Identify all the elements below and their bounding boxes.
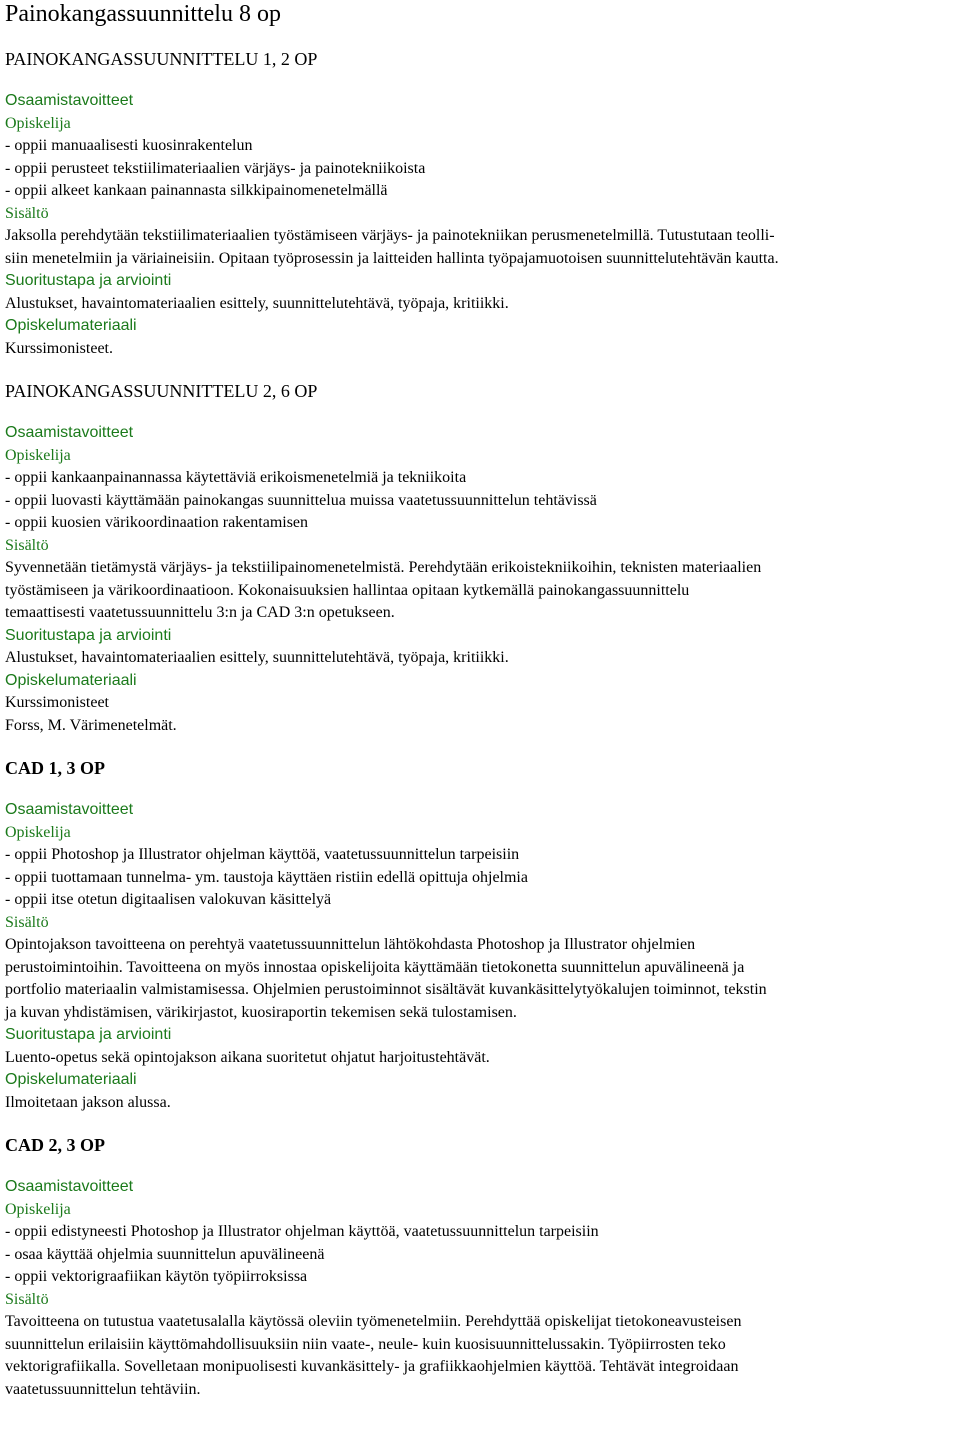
objective-item: - oppii tuottamaan tunnelma- ym. taustoja käyttäen ristiin edellä opittuja ohjelmia — [5, 868, 528, 886]
student-label: Opiskelija — [5, 446, 71, 464]
course-section — [5, 380, 955, 737]
objective-item: - oppii manuaalisesti kuosinrakentelun — [5, 137, 253, 154]
materials-line: Ilmoitetaan jakson alussa. — [5, 1093, 171, 1111]
content-line: portfolio materiaalin valmistamisessa. Ohjelmien perustoiminnot sisältävät kuvankäsittelytyökalujen toiminnot, tekstin — [5, 981, 767, 998]
content-line: vektorigrafiikalla. Sovelletaan monipuolisesti kuvankäsittely- ja grafiikkaohjelmien käyttöä. Tehtävät integroidaan — [5, 1358, 739, 1375]
content-line: temaattisesti vaatetussuunnittelu 3:n ja CAD 3:n opetukseen. — [5, 604, 395, 621]
objective-item: - oppii Photoshop ja Illustrator ohjelman käyttöä, vaatetussuunnittelun tarpeisiin — [5, 846, 520, 863]
course-section — [5, 757, 955, 1114]
materials-line: Kurssimonisteet. — [5, 339, 113, 357]
assessment-heading: Suoritustapa ja arviointi — [5, 1026, 172, 1043]
content-line: vaatetussuunnittelun tehtäviin. — [5, 1380, 201, 1398]
assessment-heading: Suoritustapa ja arviointi — [5, 626, 172, 644]
materials-heading: Opiskelumateriaali — [5, 671, 137, 689]
objective-item: - oppii kankaanpainannassa käytettäviä erikoismenetelmiä ja tekniikoita — [5, 469, 467, 486]
course-title: PAINOKANGASSUUNNITTELU 2, 6 OP — [5, 381, 318, 401]
content-line: työstämiseen ja värikoordinaatioon. Kokonaisuuksien hallintaa opitaan kytkemällä painokangassuunnittelu — [5, 581, 690, 599]
content-heading: Sisältö — [5, 913, 49, 931]
assessment-line: Alustukset, havaintomateriaalien esittely, suunnittelutehtävä, työpaja, kritiikki. — [5, 294, 509, 312]
content-line: ja kuvan yhdistämisen, värikirjastot, kuosiraportin tekemisen sekä tulostamisen. — [5, 1003, 517, 1021]
objective-item: - oppii luovasti käyttämään painokangas suunnittelua muissa vaatetussuunnittelun tehtävissä — [5, 491, 597, 509]
course-title: PAINOKANGASSUUNNITTELU 1, 2 OP — [5, 49, 318, 69]
materials-line: Kurssimonisteet — [5, 694, 109, 711]
objective-item: - oppii vektorigraafiikan käytön työpiirroksissa — [5, 1268, 308, 1285]
content-heading: Sisältö — [5, 204, 49, 222]
objective-item: - oppii perusteet tekstiilimateriaalien värjäys- ja painotekniikoista — [5, 159, 426, 177]
objective-item: - oppii kuosien värikoordinaation rakentamisen — [5, 514, 309, 531]
course-list — [5, 48, 955, 1401]
content-line: siin menetelmiin ja väriaineisiin. Opitaan työprosessin ja laitteiden hallinta työpajamuotoisen suunnittelutehtävän kautta. — [5, 249, 779, 267]
student-label: Opiskelija — [5, 1200, 71, 1218]
content-heading: Sisältö — [5, 1290, 49, 1308]
assessment-heading: Suoritustapa ja arviointi — [5, 272, 172, 289]
materials-heading: Opiskelumateriaali — [5, 317, 137, 334]
objective-item: - oppii edistyneesti Photoshop ja Illustrator ohjelman käyttöä, vaatetussuunnittelun tarpeisiin — [5, 1223, 599, 1240]
objectives-heading: Osaamistavoitteet — [5, 424, 134, 441]
content-line: suunnittelun erilaisiin käyttömahdollisuuksiin niin vaate-, neule- kuin kuosisuunnittelussakin. Työpiirrosten teko — [5, 1335, 726, 1353]
objective-item: - oppii alkeet kankaan painannasta silkkipainomenetelmällä — [5, 182, 388, 199]
content-line: Jaksolla perehdytään tekstiilimateriaalien työstämiseen värjäys- ja painotekniikan perusmenetelmillä. Tutustutaan teolli- — [5, 227, 775, 244]
content-heading: Sisältö — [5, 536, 49, 554]
objectives-heading: Osaamistavoitteet — [5, 92, 134, 109]
document-title: Painokangassuunnittelu 8 op — [5, 1, 281, 27]
content-line: Tavoitteena on tutustua vaatetusalalla käytössä oleviin työmenetelmiin. Perehdyttää opiskelijat tietokoneavusteisen — [5, 1313, 742, 1330]
content-line: Syvennetään tietämystä värjäys- ja tekstiilipainomenetelmistä. Perehdytään erikoistekniikoihin, teknisten materiaalien — [5, 559, 762, 576]
objective-item: - oppii itse otetun digitaalisen valokuvan käsittelyä — [5, 891, 332, 908]
content-line: perustoimintoihin. Tavoitteena on myös innostaa opiskelijoita käyttämään tietokonetta suunnittelun apuvälineenä ja — [5, 958, 745, 976]
content-line: Opintojakson tavoitteena on perehtyä vaatetussuunnittelun lähtökohdasta Photoshop ja Illustrator ohjelmien — [5, 936, 696, 953]
course-title: CAD 2, 3 OP — [5, 1135, 105, 1155]
assessment-line: Alustukset, havaintomateriaalien esittely, suunnittelutehtävä, työpaja, kritiikki. — [5, 649, 509, 666]
objectives-heading: Osaamistavoitteet — [5, 1178, 134, 1195]
student-label: Opiskelija — [5, 823, 71, 841]
course-section — [5, 48, 955, 360]
materials-heading: Opiskelumateriaali — [5, 1071, 137, 1088]
objectives-heading: Osaamistavoitteet — [5, 801, 134, 818]
course-section — [5, 1134, 955, 1401]
student-label: Opiskelija — [5, 114, 71, 132]
materials-line: Forss, M. Värimenetelmät. — [5, 716, 177, 734]
course-title: CAD 1, 3 OP — [5, 758, 105, 778]
assessment-line: Luento-opetus sekä opintojakson aikana suoritetut ohjatut harjoitustehtävät. — [5, 1048, 490, 1066]
objective-item: - osaa käyttää ohjelmia suunnittelun apuvälineenä — [5, 1245, 325, 1263]
